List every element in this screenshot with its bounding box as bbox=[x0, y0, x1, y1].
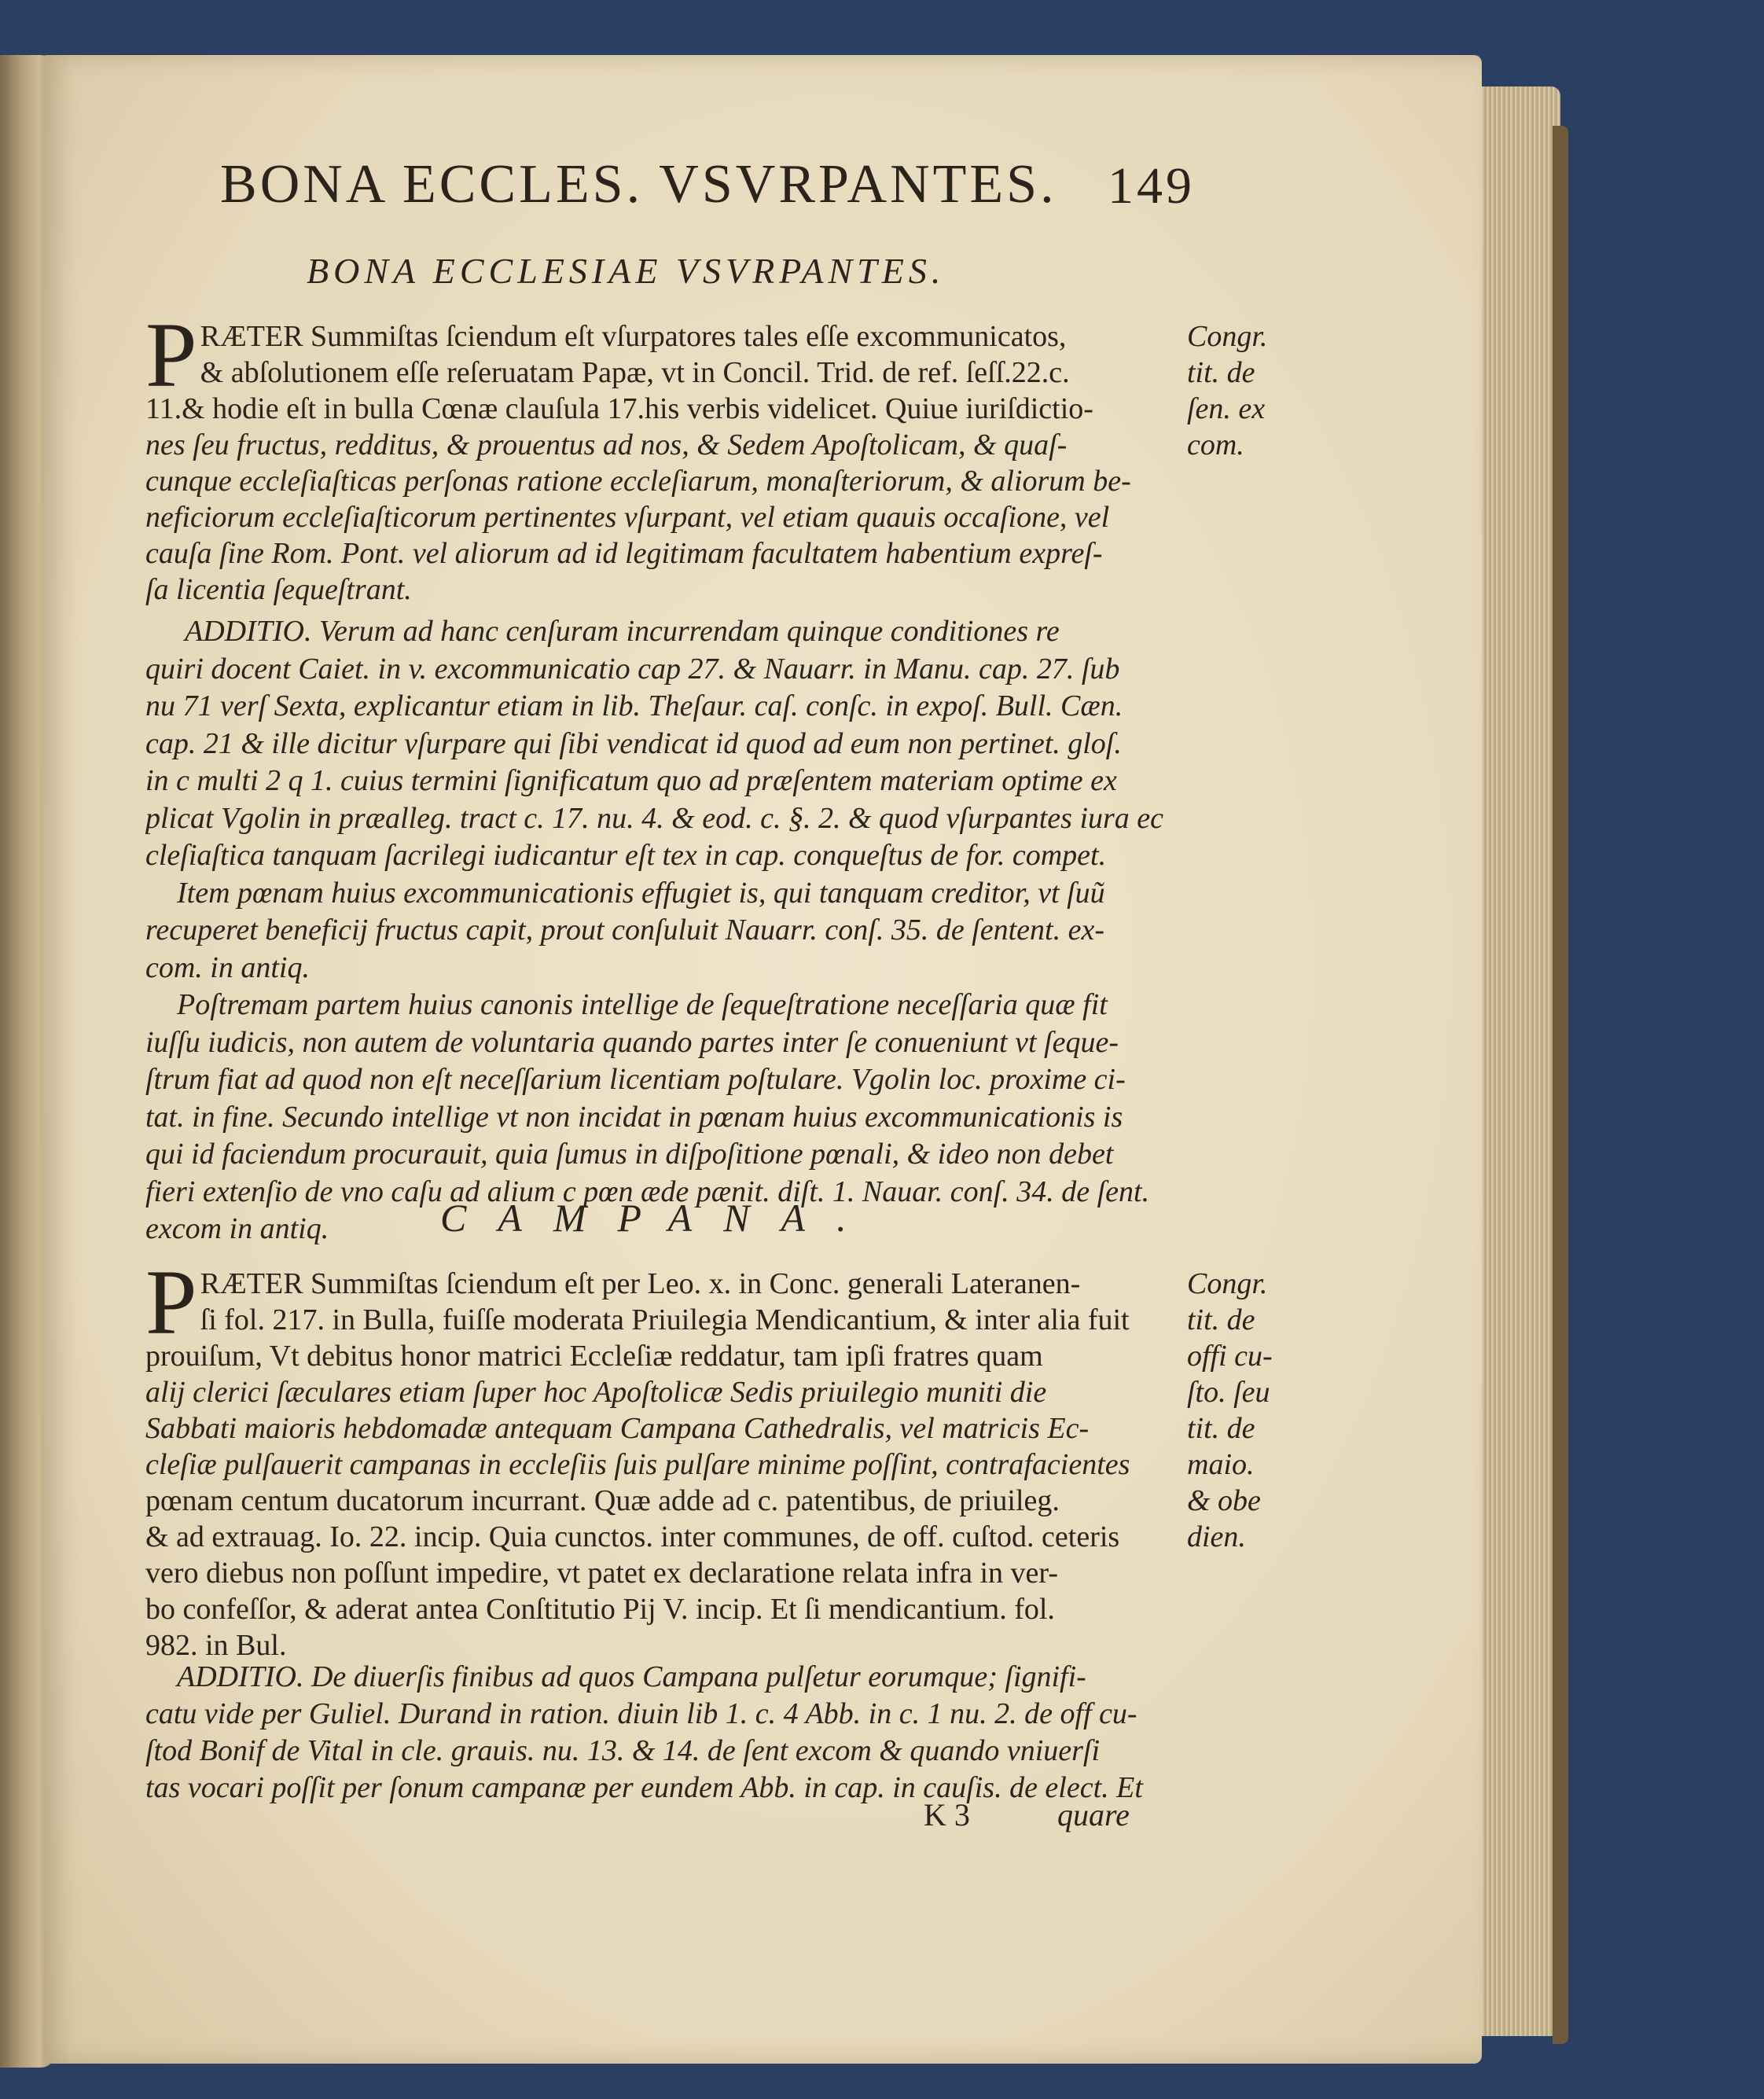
text-line: excom in antiq. bbox=[145, 1212, 329, 1245]
catchword: quare bbox=[1057, 1797, 1130, 1832]
text-line: nes ſeu fructus, redditus, & prouentus ad nos, & Sedem Apoſtolicam, & quaſ- bbox=[145, 428, 1068, 461]
running-title: BONA ECCLES. VSVRPANTES. bbox=[220, 154, 1057, 215]
page-number: 149 bbox=[1108, 157, 1195, 215]
book-page bbox=[43, 55, 1482, 2064]
margin-line: ſen. ex bbox=[1187, 392, 1266, 425]
text-line: qui id faciendum procurauit, quia ſumus in diſpoſitione pœnali, & ideo non debet bbox=[145, 1138, 1114, 1171]
section-heading: CAMPANA. bbox=[440, 1196, 878, 1240]
text-line: cunque eccleſiaſticas perſonas ratione eccleſiarum, monaſteriorum, & aliorum be- bbox=[145, 465, 1131, 498]
text-line: RÆTER Summiſtas ſciendum eſt vſurpatores tales eſſe excommunicatos, bbox=[200, 320, 1067, 353]
margin-line: Congr. bbox=[1187, 320, 1268, 353]
text-line: ADDITIO. De diuerſis finibus ad quos Campana pulſetur eorumque; ſignifi- bbox=[177, 1660, 1086, 1693]
text-line: 11.& hodie eſt in bulla Cœnæ clauſula 17.his verbis videlicet. Quiue iuriſdictio- bbox=[145, 392, 1093, 425]
signature-mark: K 3 bbox=[924, 1797, 970, 1832]
text-line: recuperet beneficij fructus capit, prout conſuluit Nauarr. conſ. 35. de ſentent. ex- bbox=[145, 913, 1104, 947]
text-line: RÆTER Summiſtas ſciendum eſt per Leo. x. in Conc. generali Lateranen- bbox=[200, 1267, 1081, 1300]
text-line: cleſiæ pulſauerit campanas in eccleſiis ſuis pulſare minime poſſint, contrafacientes bbox=[145, 1448, 1130, 1481]
paragraph-2 bbox=[145, 613, 1183, 1248]
text-line: quiri docent Caiet. in v. excommunicatio cap 27. & Nauarr. in Manu. cap. 27. ſub bbox=[145, 652, 1120, 686]
margin-line: maio. bbox=[1187, 1448, 1255, 1481]
text-line: Poſtremam partem huius canonis intellige de ſequeſtratione neceſſaria quæ fit bbox=[177, 988, 1108, 1021]
text-line: prouiſum, Vt debitus honor matrici Eccleſiæ reddatur, tam ipſi fratres quam bbox=[145, 1340, 1043, 1373]
margin-note-1 bbox=[1187, 318, 1289, 463]
book-cover-edge bbox=[1553, 126, 1568, 2044]
margin-note-2 bbox=[1187, 1266, 1289, 1555]
text-line: ſtrum fiat ad quod non eſt neceſſarium licentiam poſtulare. Vgolin loc. proxime ci- bbox=[145, 1063, 1126, 1096]
paragraph-4 bbox=[145, 1659, 1183, 1807]
section-subtitle: BONA ECCLESIAE VSVRPANTES. bbox=[307, 251, 946, 291]
text-line: & ad extrauag. Io. 22. incip. Quia cunctos. inter communes, de off. cuſtod. ceteris bbox=[145, 1520, 1120, 1553]
text-line: cap. 21 & ille dicitur vſurpare qui ſibi vendicat id quod ad eum non pertinet. gloſ. bbox=[145, 726, 1122, 760]
text-line: tat. in fine. Secundo intellige vt non incidat in pœnam huius excommunicationis is bbox=[145, 1100, 1123, 1134]
text-line: iuſſu iudicis, non autem de voluntaria quando partes inter ſe conueniunt vt ſeque- bbox=[145, 1025, 1119, 1059]
text-line: bo confeſſor, & aderat antea Conſtitutio Pij V. incip. Et ſi mendicantium. fol. bbox=[145, 1593, 1055, 1626]
paragraph-3 bbox=[145, 1251, 1183, 1663]
text-line: in c multi 2 q 1. cuius termini ſignificatum quo ad præſentem materiam optime ex bbox=[145, 764, 1117, 797]
text-line: nu 71 verſ Sexta, explicantur etiam in lib. Theſaur. caſ. conſc. in expoſ. Bull. Cæn. bbox=[145, 689, 1123, 722]
text-line: com. in antiq. bbox=[145, 950, 310, 984]
text-line: Sabbati maioris hebdomadæ antequam Campana Cathedralis, vel matricis Ec- bbox=[145, 1412, 1090, 1445]
text-line: cleſiaſtica tanquam ſacrilegi iudicantur eſt tex in cap. conqueſtus de for. compet. bbox=[145, 839, 1107, 872]
text-line: plicat Vgolin in præalleg. tract c. 17. nu. 4. & eod. c. §. 2. & quod vſurpantes iura ec bbox=[145, 801, 1164, 835]
text-line: ſtod Bonif de Vital in cle. grauis. nu. 13. & 14. de ſent excom & quando vniuerſi bbox=[145, 1734, 1101, 1767]
text-line: vero diebus non poſſunt impedire, vt patet ex declaratione relata infra in ver- bbox=[145, 1557, 1058, 1590]
page-stack-edge bbox=[1470, 86, 1560, 2036]
paragraph-1 bbox=[145, 303, 1183, 608]
text-line: fieri extenſio de vno caſu ad alium c pœn æde pænit. diſt. 1. Nauar. conſ. 34. de ſent. bbox=[145, 1174, 1150, 1208]
drop-cap: P bbox=[145, 303, 197, 406]
text-line: & abſolutionem eſſe reſeruatam Papæ, vt in Concil. Trid. de ref. ſeſſ.22.c. bbox=[200, 356, 1070, 389]
text-line: Item pœnam huius excommunicationis effugiet is, qui tanquam creditor, vt ſuũ bbox=[177, 876, 1105, 910]
margin-line: tit. de bbox=[1187, 1412, 1255, 1445]
margin-line: tit. de bbox=[1187, 356, 1255, 389]
text-line: tas vocari poſſit per ſonum campanæ per eundem Abb. in cap. in cauſis. de elect. Et bbox=[145, 1771, 1143, 1804]
text-line: cauſa ſine Rom. Pont. vel aliorum ad id legitimam facultatem habentium expreſ- bbox=[145, 537, 1103, 570]
margin-line: dien. bbox=[1187, 1520, 1246, 1553]
text-line: ſi fol. 217. in Bulla, fuiſſe moderata Priuilegia Mendicantium, & inter alia fuit bbox=[200, 1303, 1130, 1336]
text-line: neficiorum eccleſiaſticorum pertinentes vſurpant, vel etiam quauis occaſione, vel bbox=[145, 501, 1110, 534]
margin-line: offi cu- bbox=[1187, 1340, 1273, 1373]
drop-cap: P bbox=[145, 1251, 197, 1354]
margin-line: ſto. ſeu bbox=[1187, 1376, 1270, 1409]
text-line: ſa licentia ſequeſtrant. bbox=[145, 573, 412, 606]
text-line: ADDITIO. Verum ad hanc cenſuram incurrendam quinque conditiones re bbox=[185, 615, 1060, 648]
margin-line: tit. de bbox=[1187, 1303, 1255, 1336]
margin-line: com. bbox=[1187, 428, 1244, 461]
text-line: alij clerici ſæculares etiam ſuper hoc Apoſtolicæ Sedis priuilegio muniti die bbox=[145, 1376, 1047, 1409]
text-line: pœnam centum ducatorum incurrant. Quæ adde ad c. patentibus, de priuileg. bbox=[145, 1484, 1060, 1517]
margin-line: Congr. bbox=[1187, 1267, 1268, 1300]
margin-line: & obe bbox=[1187, 1484, 1261, 1517]
text-line: catu vide per Guliel. Durand in ration. diuin lib 1. c. 4 Abb. in c. 1 nu. 2. de off cu- bbox=[145, 1697, 1137, 1730]
text-line: 982. in Bul. bbox=[145, 1629, 287, 1662]
